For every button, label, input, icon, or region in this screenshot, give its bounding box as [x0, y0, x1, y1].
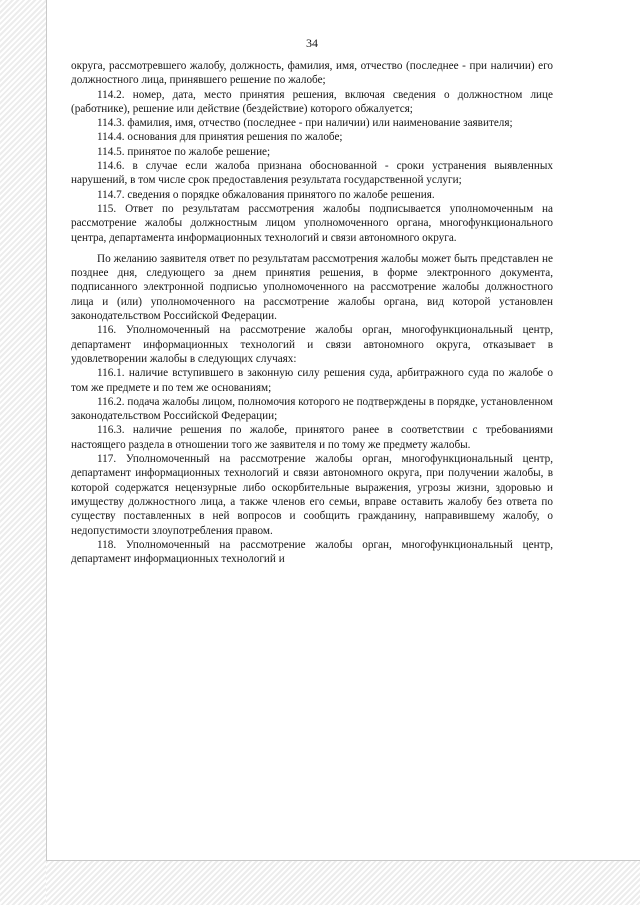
- paragraph: 114.7. сведения о порядке обжалования принятого по жалобе решения.: [97, 188, 435, 201]
- paragraph: 114.5. принятое по жалобе решение;: [97, 145, 271, 158]
- paragraph: 116.1. наличие вступившего в законную силу решения суда, арбитражного суда по жалобе о том же предмете и по тем же основаниям;: [71, 367, 553, 394]
- paragraph: 116.2. подача жалобы лицом, полномочия которого не подтверждены в порядке, установленном законодательством Российской Федерации;: [71, 395, 553, 423]
- paragraph: 114.4. основания для принятия решения по жалобе;: [97, 131, 343, 144]
- paragraph: 116.3. наличие решения по жалобе, принятого ранее в соответствии с требованиями настоящего раздела в отношении того же заявителя и по тому же предмету жалобы.: [71, 424, 553, 451]
- paragraph: 116. Уполномоченный на рассмотрение жалобы орган, многофункциональный центр, департамент информационных технологий и связи автономного округа, отказывает в удовлетворении жалобы в следующих случаях:: [71, 324, 553, 365]
- paragraph: 114.2. номер, дата, место принятия решения, включая сведения о должностном лице (работнике), решение или действие (бездействие) которого обжалуется;: [71, 88, 553, 115]
- document-body: [71, 59, 553, 566]
- paragraph: 117. Уполномоченный на рассмотрение жалобы орган, многофункциональный центр, департамент информационных технологий и связи автономного округа, при получении жалобы, в которой содержатся нецензурные либо оскорбительные выражения, угрозы жизни, здоровью и имуществу должностного лица, а также членов его семьи, вправе оставить жалобу без ответа по существу поставленных в ней вопросов и сообщить гражданину, направившему жалобу, о недопустимости злоупотребления правом.: [71, 453, 553, 537]
- paragraph: 114.6. в случае если жалоба признана обоснованной - сроки устранения выявленных нарушений, в том числе срок предоставления результата государственной услуги;: [71, 160, 553, 187]
- scan-border-left: [0, 0, 46, 905]
- paragraph: 114.3. фамилия, имя, отчество (последнее - при наличии) или наименование заявителя;: [97, 117, 513, 130]
- paragraph: 118. Уполномоченный на рассмотрение жалобы орган, многофункциональный центр, департамент информационных технологий и: [71, 538, 553, 566]
- paragraph: округа, рассмотревшего жалобу, должность, фамилия, имя, отчество (последнее - при наличии) его должностного лица, принявшего решение по жалобе;: [71, 60, 553, 87]
- paragraph: 115. Ответ по результатам рассмотрения жалобы подписывается уполномоченным на рассмотрение жалобы должностным лицом уполномоченного органа, многофункционального центра, департамента информационных технологий и связи автономного округа.: [71, 202, 553, 244]
- scan-border-bottom: [46, 861, 640, 905]
- paragraph: По желанию заявителя ответ по результатам рассмотрения жалобы может быть представлен не позднее дня, следующего за днем принятия решения, в форме электронного документа, подписанного электронной подписью уполномоченного на рассмотрение жалобы должностного лица и (или) уполномоченного на рассмотрение жалобы органа, вид которой установлен законодательством Российской Федерации.: [71, 252, 553, 323]
- page-number: 34: [306, 36, 318, 50]
